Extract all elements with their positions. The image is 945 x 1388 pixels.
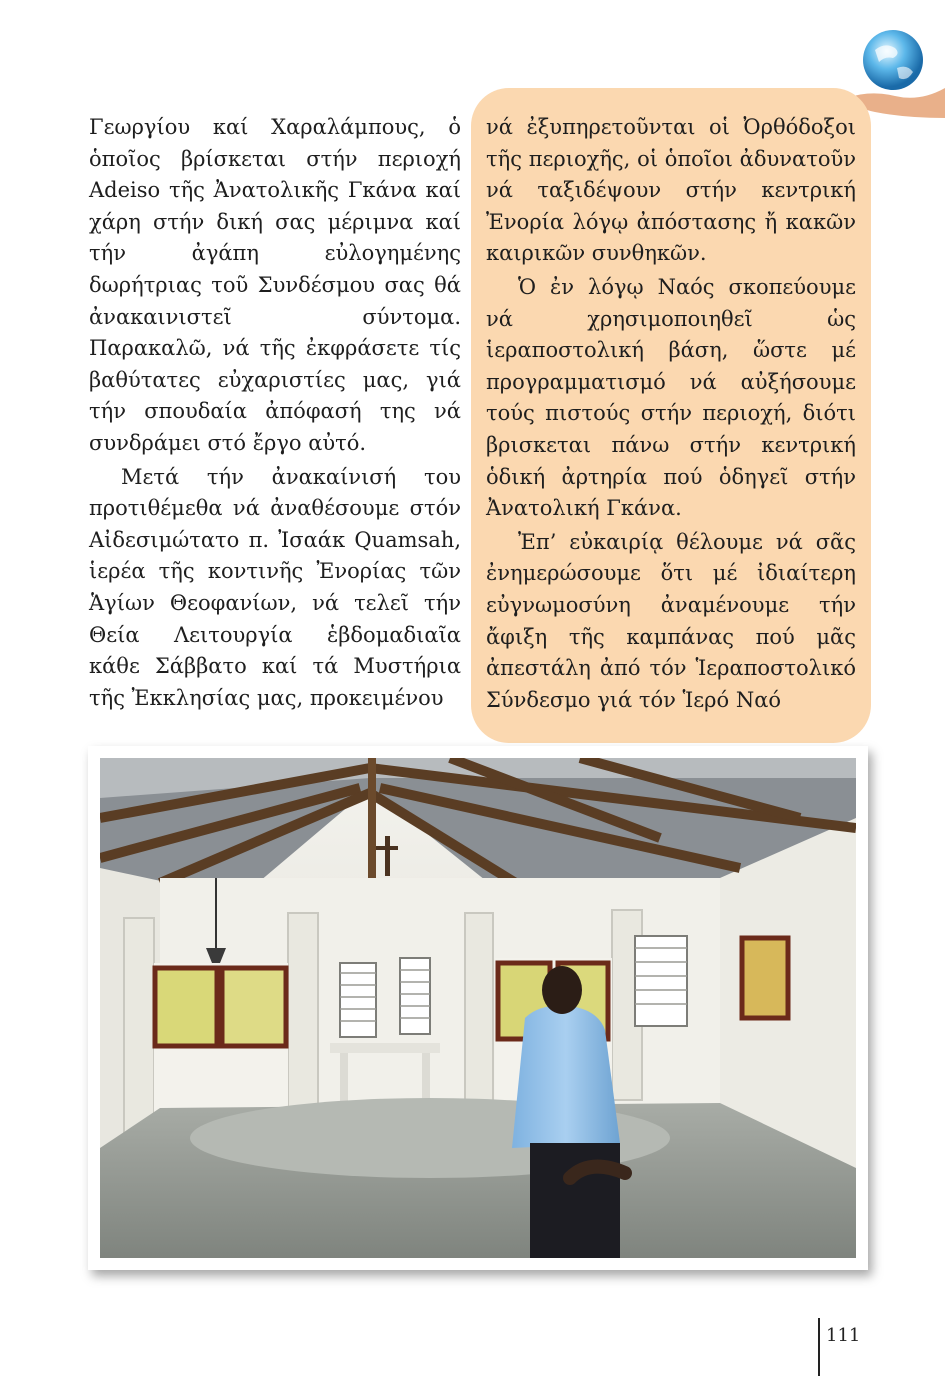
photo-frame [88,746,868,1270]
church-interior-photo [100,758,856,1258]
right-column [486,112,856,716]
left-paragraph-2: Μετά τήν ἀνακαίνισή του προτιθέμεθα νά ἀναθέσουμε στόν Αἰδεσιμώτατο π. Ἰσαάκ Quamsah, ἱερέα τῆς κοντινῆς Ἐνορίας τῶν Ἁγίων Θεοφανίων, νά τελεῖ τήν Θεία Λειτουργία ἑβδομαδιαῖα κάθε Σάββατο καί τά Μυστήρια τῆς Ἐκκλησίας μας, προκειμένου [89,464,461,710]
right-paragraph-1: νά ἐξυπηρετοῦνται οἱ Ὀρθόδοξοι τῆς περιοχῆς, οἱ ὁποῖοι ἀδυνατοῦν νά ταξιδέψουν στήν κεντρική Ἐνορία λόγῳ ἀπόστασης ἤ κακῶν καιρικῶν συνθηκῶν. [486,115,856,266]
right-paragraph-3: Ἐπ’ εὐκαιρίᾳ θέλουμε νά σᾶς ἐνημερώσουμε ὅτι μέ ἰδιαίτερη εὐγνωμοσύνη ἀναμένουμε τήν ἄφιξη τῆς καμπάνας πού μᾶς ἀπεστάλη ἀπό τόν Ἱεραποστολικό Σύνδεσμο γιά τόν Ἱερό Ναό [486,529,856,712]
left-column [89,112,461,714]
page-number: 111 [826,1325,861,1346]
right-paragraph-2: Ὁ ἐν λόγῳ Ναός σκοπεύουμε νά χρησιμοποιηθεῖ ὡς ἱεραποστολική βάση, ὥστε μέ προγραμματισμό νά αὐξήσουμε τούς πιστούς στήν περιοχή, διότι βρισκεται πάνω στήν κεντρική ὁδική ἀρτηρία πού ὁδηγεῖ στήν Ἀνατολική Γκάνα. [486,274,856,521]
page-number-rule [818,1318,820,1376]
left-paragraph-1: Γεωργίου καί Χαραλάμπους, ὁ ὁποῖος βρίσκεται στήν περιοχή Adeiso τῆς Ἀνατολικῆς Γκάνα καί χάρη στήν δική σας μέριμνα καί τήν ἀγάπη εὐλογημένης δωρήτριας τοῦ Συνδέσμου σας θά ἀνακαινιστεῖ σύντομα. Παρακαλῶ, νά τῆς ἐκφράσετε τίς βαθύτατες εὐχαριστίες μας, γιά τήν σπουδαία ἀπόφασή της νά συνδράμει στό ἔργο αὐτό. [89,115,461,455]
